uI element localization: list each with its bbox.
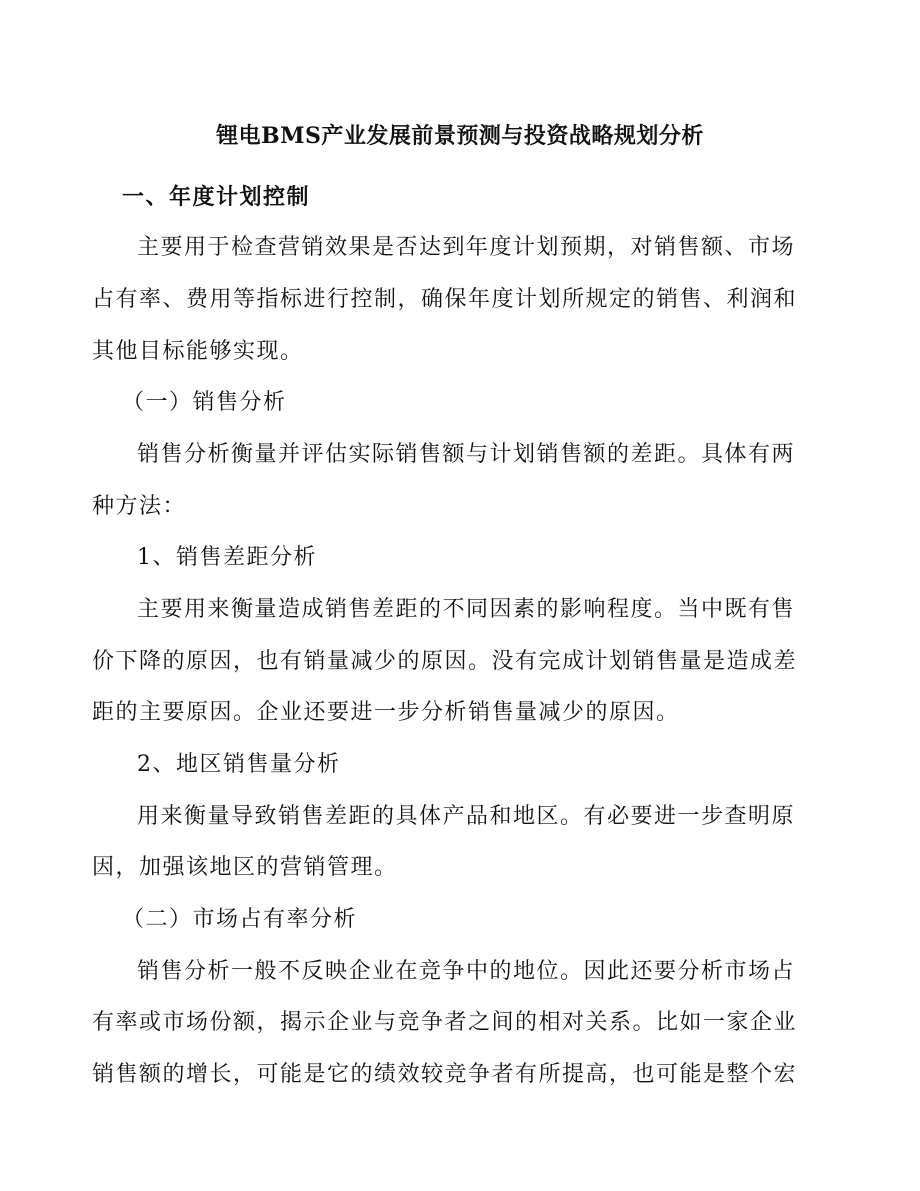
subsection-heading-market-share-analysis: （二）市场占有率分析 [122,907,358,932]
paragraph-line: 占有率、费用等指标进行控制，确保年度计划所规定的销售、利润和 [92,287,798,312]
paragraph-line: 有率或市场份额，揭示企业与竞争者之间的相对关系。比如一家企业 [92,1010,798,1035]
paragraph-line: 种方法： [92,494,187,519]
paragraph-line: 销售分析衡量并评估实际销售额与计划销售额的差距。具体有两 [137,442,796,467]
paragraph-line: 销售额的增长，可能是它的绩效较竞争者有所提高，也可能是整个宏 [92,1062,798,1087]
subsection-heading-sales-analysis: （一）销售分析 [122,390,287,415]
paragraph-line: 因，加强该地区的营销管理。 [92,855,398,880]
paragraph-line: 主要用来衡量造成销售差距的不同因素的影响程度。当中既有售 [137,597,796,622]
paragraph-line: 价下降的原因，也有销量减少的原因。没有完成计划销售量是造成差 [92,649,798,674]
paragraph-line: 用来衡量导致销售差距的具体产品和地区。有必要进一步查明原 [137,804,796,829]
section-heading-annual-plan-control: 一、年度计划控制 [122,184,311,210]
paragraph-line: 其他目标能够实现。 [92,339,304,364]
paragraph-line: 销售分析一般不反映企业在竞争中的地位。因此还要分析市场占 [137,959,796,984]
document-title: 锂电BMS产业发展前景预测与投资战略规划分析 [216,123,704,149]
paragraph-line: 主要用于检查营销效果是否达到年度计划预期，对销售额、市场 [137,235,796,260]
paragraph-line: 距的主要原因。企业还要进一步分析销售量减少的原因。 [92,700,680,725]
item-heading-sales-gap-analysis: 1、销售差距分析 [137,545,317,570]
item-heading-regional-sales-analysis: 2、地区销售量分析 [137,752,341,777]
